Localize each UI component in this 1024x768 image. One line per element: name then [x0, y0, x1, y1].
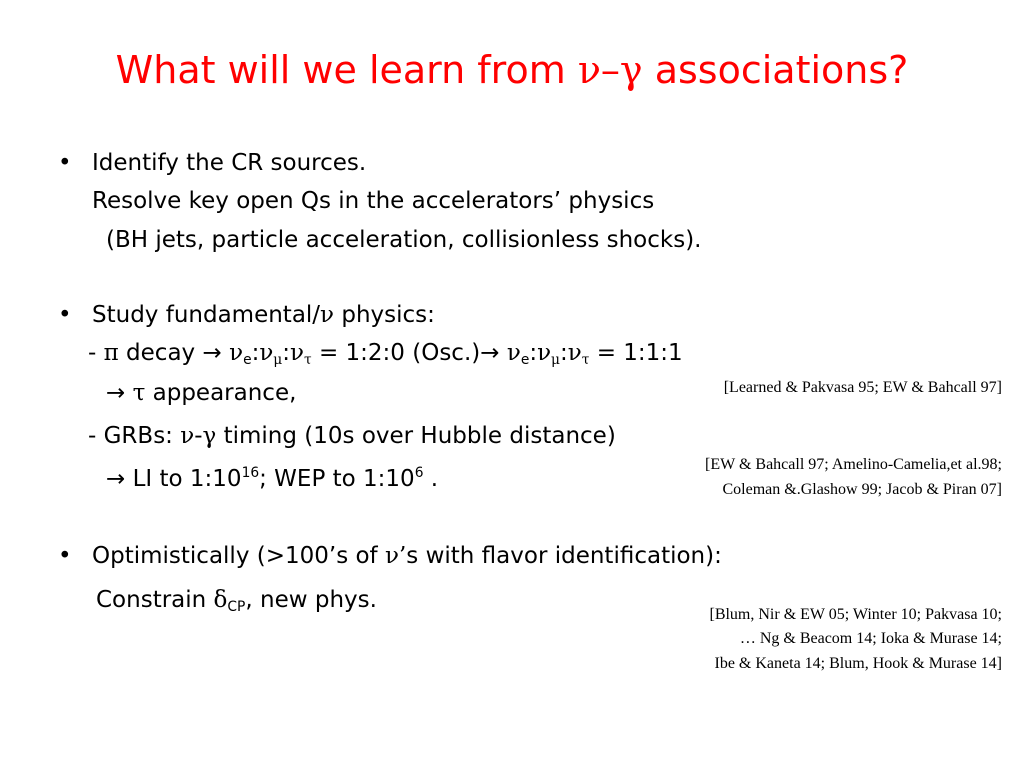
b2-nu-symbol: ν	[320, 302, 335, 328]
bullet-1-dot: •	[58, 150, 72, 176]
title-dash: –	[600, 48, 620, 92]
bullet-1-line-3: (BH jets, particle acceleration, collisionless shocks).	[106, 227, 702, 253]
bullet-3-dot: •	[58, 543, 72, 569]
tau-symbol: τ	[132, 380, 146, 406]
nu-tau-sub: τ	[304, 352, 312, 368]
period-text: .	[423, 466, 439, 492]
bullet-2-line-2	[88, 340, 683, 368]
b3-text-a: Optimistically (>100’s of	[92, 543, 385, 569]
li-text: LI to 1:10	[125, 466, 242, 492]
reference-3-line-1: [Blum, Nir & EW 05; Winter 10; Pakvasa 10;	[709, 606, 1002, 623]
bullet-1-line-2: Resolve key open Qs in the accelerators’ physics	[92, 188, 655, 214]
nu-tau2-nu: ν	[567, 340, 582, 366]
nu-mu-sub: μ	[273, 352, 283, 368]
bullet-3-line-2	[96, 587, 377, 615]
bullet-2-line-5	[106, 465, 438, 492]
nu-e2-sub: e	[520, 352, 530, 368]
b3-apostrophe: ’	[398, 543, 407, 569]
grbs-text: - GRBs:	[88, 423, 181, 449]
title-nu-symbol: ν	[577, 48, 601, 92]
decay-text: decay	[118, 340, 203, 366]
grb-nu-symbol: ν	[180, 423, 195, 449]
slide-title	[0, 48, 1024, 92]
nu-tau2-sub: τ	[581, 352, 590, 368]
reference-3-line-3: Ibe & Kaneta 14; Blum, Hook & Murase 14]	[714, 655, 1002, 672]
reference-3-line-2: … Ng & Beacom 14; Ioka & Murase 14;	[739, 630, 1002, 647]
colon-1: :	[251, 340, 260, 366]
title-text-start: What will we learn from	[115, 48, 578, 92]
reference-1: [Learned & Pakvasa 95; EW & Bahcall 97]	[723, 379, 1002, 396]
right-arrow-icon: →	[106, 380, 126, 406]
grb-hyphen: -	[194, 423, 203, 449]
b3-nu-symbol: ν	[384, 543, 399, 569]
nu-mu2-sub: μ	[551, 352, 561, 368]
nu-tau-nu: ν	[290, 340, 304, 366]
reference-2-line-1: [EW & Bahcall 97; Amelino-Camelia,et al.98;	[705, 456, 1002, 473]
right-arrow-icon: →	[480, 340, 500, 366]
right-arrow-icon: →	[202, 340, 222, 366]
ratio-120-osc: = 1:2:0 (Osc.)	[311, 340, 481, 366]
bullet-2-line-3	[106, 380, 296, 406]
nu-e-sub: e	[243, 352, 252, 368]
nu-e2-nu: ν	[506, 340, 521, 366]
right-arrow-icon: →	[106, 466, 126, 492]
colon-4: :	[560, 340, 568, 366]
pi-symbol: π	[103, 340, 119, 366]
b2-l2-dash: -	[88, 340, 104, 366]
colon-3: :	[529, 340, 538, 366]
bullet-1-line-1: Identify the CR sources.	[92, 150, 367, 176]
nu-e-nu: ν	[229, 340, 244, 366]
b2-l1-text-a: Study fundamental/	[92, 302, 321, 328]
ratio-111: = 1:1:1	[589, 340, 683, 366]
appearance-text: appearance,	[145, 380, 297, 406]
reference-2-line-2: Coleman &.Glashow 99; Jacob & Piran 07]	[722, 481, 1002, 498]
bullet-2-line-4	[88, 423, 616, 449]
wep-text: ; WEP to 1:10	[259, 466, 415, 492]
wep-exponent: 6	[414, 465, 424, 481]
constrain-text: Constrain	[96, 587, 214, 613]
bullet-3-line-1	[92, 543, 722, 569]
title-text-end: associations?	[642, 48, 909, 92]
colon-2: :	[282, 340, 291, 366]
b3-text-b: s with flavor identification):	[406, 543, 722, 569]
bullet-2-dot: •	[58, 302, 72, 328]
li-exponent: 16	[241, 465, 260, 481]
cp-subscript: CP	[227, 599, 246, 615]
new-phys-text: , new phys.	[245, 587, 377, 613]
bullet-2-line-1	[92, 302, 435, 328]
grb-gamma-symbol: γ	[202, 423, 217, 449]
nu-mu2-nu: ν	[537, 340, 552, 366]
timing-text: timing (10s over Hubble distance)	[216, 423, 616, 449]
title-gamma-symbol: γ	[619, 48, 643, 92]
delta-symbol: δ	[213, 587, 228, 613]
b2-l1-text-b: physics:	[334, 302, 435, 328]
nu-mu-nu: ν	[259, 340, 274, 366]
